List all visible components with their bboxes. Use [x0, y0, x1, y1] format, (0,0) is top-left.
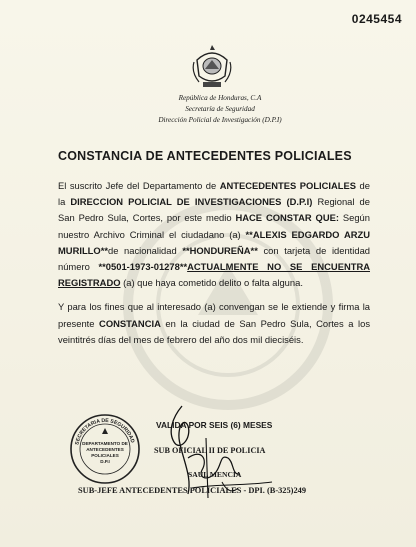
stamp-line-4: D.P.I — [100, 459, 110, 464]
coat-of-arms-icon — [191, 42, 233, 90]
stamp-line-3: POLICIALES — [91, 453, 119, 458]
id-number: **0501-1973-01278** — [98, 261, 188, 273]
stamp-top-text: SECRETARIA DE SEGURIDAD — [74, 417, 136, 446]
body-text: El suscrito Jefe del Departamento de — [58, 180, 220, 191]
document-title: CONSTANCIA DE ANTECEDENTES POLICIALES — [58, 149, 352, 163]
body-text: Regional de San Pedro Sula, Cortes, por este medio — [58, 196, 370, 224]
directorate-name: DIRECCION POLICIAL DE INVESTIGACIONES (D.P.I) — [70, 196, 313, 208]
record-status: ACTUALMENTE NO SE ENCUENTRA REGISTRADO — [58, 261, 370, 289]
body-text: Según nuestro Archivo Criminal el ciudadano (a) — [58, 212, 370, 240]
signer-title: SUB-JEFE ANTECEDENTES POLICIALES - DPI. (B-325)249 — [78, 486, 307, 495]
citizen-name: **ALEXIS EDGARDO ARZU MURILLO** — [58, 228, 370, 256]
official-stamp-icon — [68, 412, 142, 486]
handwritten-signature — [162, 398, 282, 510]
validity-notice: VALIDA POR SEIS (6) MESES — [156, 420, 273, 430]
document-type: CONSTANCIA — [99, 317, 161, 329]
body-text: con tarjeta de identidad número — [58, 244, 370, 273]
stamp-line-2: ANTECEDENTES — [86, 447, 124, 452]
body-text: en la ciudad de San Pedro Sula, Cortes a los veintitrés días del mes de febrero del año dos mil dieciséis. — [58, 317, 371, 345]
certify-phrase: HACE CONSTAR QUE: — [235, 212, 339, 224]
certificate-body — [58, 178, 370, 348]
body-paragraph-2 — [58, 299, 370, 348]
nationality: **HONDUREÑA** — [182, 244, 258, 256]
body-text: de la — [58, 180, 370, 208]
body-text: de nacionalidad — [108, 244, 183, 256]
stamp-line-1: DEPARTAMENTO DE — [82, 441, 128, 446]
body-text: Y para los fines que al interesado (a) convengan se le extiende y firma la presente — [58, 301, 370, 329]
body-paragraph-1 — [58, 178, 370, 291]
document-number: 0245454 — [351, 12, 402, 26]
department-name: ANTECEDENTES POLICIALES — [219, 180, 357, 191]
header-line-directorate: Dirección Policial de Investigación (D.P.I) — [158, 116, 282, 124]
header-line-secretary: Secretaría de Seguridad — [185, 105, 255, 113]
header-line-republic: República de Honduras, C.A — [178, 94, 262, 102]
body-text: (a) que haya cometido delito o falta alguna. — [120, 277, 303, 289]
signer-name: SAUL MENCIA — [188, 470, 242, 479]
issuing-authority-header — [140, 93, 300, 126]
signer-rank: SUB OFICIAL II DE POLICIA — [154, 446, 266, 455]
